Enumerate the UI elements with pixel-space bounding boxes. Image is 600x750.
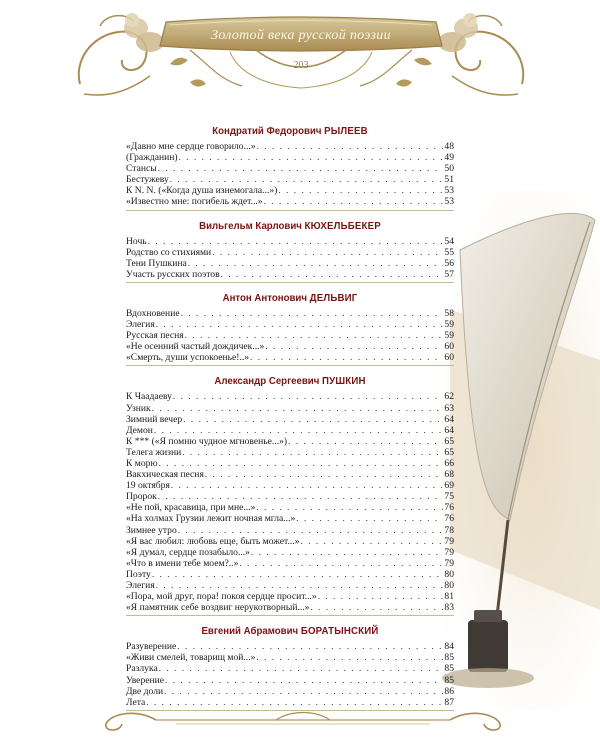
toc-entry[interactable] <box>126 319 454 330</box>
entry-title: «Что в имени тебе моем?..» <box>126 557 239 569</box>
dot-leader <box>159 663 444 674</box>
entry-title: Участь русских поэтов <box>126 268 220 280</box>
entry-title: К морю <box>126 457 158 469</box>
entry-page-number: 55 <box>444 246 454 258</box>
entry-title: К *** («Я помню чудное мгновенье...») <box>126 435 288 447</box>
entry-title: Русская песня <box>126 330 184 342</box>
dot-leader <box>177 641 443 652</box>
toc-entry[interactable] <box>126 663 454 674</box>
toc-entry[interactable] <box>126 269 454 280</box>
entry-page-number: 79 <box>444 535 454 547</box>
author-first-name: Антон Антонович <box>222 291 307 304</box>
toc-entry[interactable] <box>126 436 454 447</box>
toc-entry[interactable] <box>126 580 454 591</box>
entry-title: Стансы <box>126 163 157 175</box>
dot-leader <box>164 686 443 697</box>
entry-page-number: 85 <box>444 652 454 664</box>
entry-title: «Смерть, души успокоенье!..» <box>126 352 250 364</box>
dot-leader <box>165 675 443 686</box>
dot-leader <box>181 308 444 319</box>
toc-entry[interactable] <box>126 652 454 663</box>
entry-page-number: 56 <box>444 257 454 269</box>
entry-title: Поэту <box>126 568 151 580</box>
dot-leader <box>250 352 443 363</box>
dot-leader <box>256 502 443 513</box>
quill-pen-illustration <box>430 190 600 710</box>
dot-leader <box>173 391 443 402</box>
entry-page-number: 78 <box>444 524 454 536</box>
entry-page-number: 59 <box>444 330 454 342</box>
entry-title: Две доли <box>126 685 164 697</box>
dot-leader <box>251 547 443 558</box>
entry-page-number: 65 <box>444 446 454 458</box>
entry-title: Зимний вечер <box>126 413 183 425</box>
dot-leader <box>178 525 444 536</box>
toc-entry[interactable] <box>126 513 454 524</box>
section-divider <box>126 615 454 616</box>
author-surname: ДЕЛЬВИГ <box>309 291 358 304</box>
dot-leader <box>288 436 443 447</box>
toc-section <box>126 289 454 366</box>
entry-page-number: 80 <box>444 580 454 591</box>
entry-page-number: 59 <box>444 319 454 331</box>
entry-page-number: 87 <box>444 696 454 708</box>
header-cartouche <box>70 6 532 102</box>
entry-title: Узник <box>126 402 151 414</box>
entry-page-number: 85 <box>444 663 454 675</box>
author-heading <box>139 372 441 390</box>
entry-page-number: 80 <box>444 568 454 580</box>
toc-entry[interactable] <box>126 525 454 536</box>
footer-scroll-ornament <box>96 706 510 734</box>
toc-entry[interactable] <box>126 536 454 547</box>
entry-title: «Я думал, сердце позабыло...» <box>126 546 250 558</box>
entry-title: Вдохновение <box>126 307 180 319</box>
toc-entry[interactable] <box>126 163 454 174</box>
entry-title: Зимнее утро <box>126 524 177 536</box>
entry-page-number: 62 <box>444 391 454 403</box>
toc-entry[interactable] <box>126 247 454 258</box>
entry-title: Ночь <box>126 235 147 247</box>
running-title: Золотой века русской поэзии <box>211 28 391 43</box>
dot-leader <box>212 247 443 258</box>
dot-leader <box>156 319 444 330</box>
dot-leader <box>171 480 444 491</box>
entry-page-number: 86 <box>444 685 454 697</box>
entry-page-number: 84 <box>444 641 454 653</box>
entry-page-number: 51 <box>444 174 454 186</box>
dot-leader <box>256 652 443 663</box>
author-heading <box>139 289 441 307</box>
toc-section <box>126 622 454 711</box>
author-first-name: Вильгельм Карлович <box>199 219 302 232</box>
dot-leader <box>152 403 444 414</box>
toc-entry[interactable] <box>126 185 454 196</box>
dot-leader <box>158 491 444 502</box>
entry-title: «Я памятник себе воздвиг нерукотворный...» <box>126 602 310 614</box>
dot-leader <box>221 269 444 280</box>
author-surname: ПУШКИН <box>322 375 366 388</box>
entry-title: 19 октября <box>126 480 170 492</box>
entry-title: Тени Пушкина <box>126 257 187 269</box>
dot-leader <box>188 258 444 269</box>
toc-section <box>126 217 454 283</box>
toc-entry[interactable] <box>126 591 454 602</box>
toc-entry[interactable] <box>126 152 454 163</box>
toc-entry[interactable] <box>126 330 454 341</box>
toc-entry[interactable] <box>126 502 454 513</box>
dot-leader <box>301 536 444 547</box>
entry-page-number: 49 <box>444 152 454 164</box>
entry-page-number: 58 <box>444 307 454 319</box>
section-divider <box>126 365 454 366</box>
dot-leader <box>152 569 444 580</box>
entry-title: Родство со стихиями <box>126 246 212 258</box>
toc-entry[interactable] <box>126 491 454 502</box>
entry-title: Лета <box>126 696 146 708</box>
entry-page-number: 57 <box>444 268 454 280</box>
dot-leader <box>239 558 443 569</box>
dot-leader <box>154 425 443 436</box>
dot-leader <box>265 341 443 352</box>
toc-entry[interactable] <box>126 308 454 319</box>
section-divider <box>126 210 454 211</box>
entry-title: Разлука <box>126 663 158 675</box>
dot-leader <box>183 414 443 425</box>
dot-leader <box>179 152 444 163</box>
toc-entry[interactable] <box>126 569 454 580</box>
entry-page-number: 53 <box>444 185 454 197</box>
entry-page-number: 65 <box>444 435 454 447</box>
toc-entry[interactable] <box>126 458 454 469</box>
entry-title: «Живи смелей, товарищ мой...» <box>126 652 256 664</box>
toc-section <box>126 372 454 616</box>
table-of-contents <box>126 122 454 717</box>
toc-section <box>126 122 454 211</box>
dot-leader <box>159 458 444 469</box>
entry-page-number: 64 <box>444 413 454 425</box>
entry-page-number: 79 <box>444 557 454 569</box>
author-first-name: Александр Сергеевич <box>214 375 320 388</box>
toc-entry[interactable] <box>126 558 454 569</box>
entry-page-number: 60 <box>444 341 454 353</box>
entry-title: Вакхическая песня <box>126 469 204 481</box>
entry-page-number: 54 <box>444 235 454 247</box>
entry-page-number: 76 <box>444 513 454 525</box>
toc-entry[interactable] <box>126 686 454 697</box>
author-surname: КЮХЕЛЬБЕКЕР <box>304 219 381 232</box>
dot-leader <box>170 174 444 185</box>
toc-entry[interactable] <box>126 425 454 436</box>
entry-title: «Я вас любил: любовь еще, быть может...» <box>126 535 300 547</box>
toc-entry[interactable] <box>126 341 454 352</box>
entry-page-number: 64 <box>444 424 454 436</box>
toc-entry[interactable] <box>126 174 454 185</box>
entry-page-number: 50 <box>444 163 454 175</box>
toc-entry[interactable] <box>126 352 454 363</box>
toc-entry[interactable] <box>126 236 454 247</box>
entry-page-number: 83 <box>444 602 454 614</box>
author-heading <box>139 217 441 235</box>
dot-leader <box>318 591 444 602</box>
toc-entry[interactable] <box>126 391 454 402</box>
entry-title: «На холмах Грузии лежит ночная мгла...» <box>126 513 296 525</box>
toc-entry[interactable] <box>126 602 454 613</box>
entry-title: Элегия <box>126 580 155 591</box>
dot-leader <box>158 163 444 174</box>
toc-entry[interactable] <box>126 480 454 491</box>
entry-page-number: 63 <box>444 402 454 414</box>
entry-page-number: 60 <box>444 352 454 364</box>
toc-entry[interactable] <box>126 447 454 458</box>
page-number: 203 <box>293 60 309 71</box>
dot-leader <box>205 469 444 480</box>
dot-leader <box>148 236 444 247</box>
author-heading <box>139 122 441 140</box>
entry-page-number: 48 <box>444 141 454 152</box>
toc-entry[interactable] <box>126 675 454 686</box>
entry-page-number: 66 <box>444 457 454 469</box>
entry-title: «Известно мне: погибель ждет...» <box>126 196 263 208</box>
entry-page-number: 81 <box>444 591 454 603</box>
entry-title: К Чаадаеву <box>126 391 172 403</box>
dot-leader <box>296 513 443 524</box>
entry-title: Пророк <box>126 491 157 503</box>
dot-leader <box>257 141 444 152</box>
entry-title: Телега жизни <box>126 446 182 458</box>
entry-title: Разуверение <box>126 641 177 653</box>
toc-entry[interactable] <box>126 141 454 152</box>
toc-entry[interactable] <box>126 641 454 652</box>
entry-title: Бестужеву <box>126 174 169 186</box>
section-divider <box>126 282 454 283</box>
toc-entry[interactable] <box>126 547 454 558</box>
toc-entry[interactable] <box>126 258 454 269</box>
entry-page-number: 79 <box>444 546 454 558</box>
author-surname: БОРАТЫНСКИЙ <box>300 625 379 638</box>
author-surname: РЫЛЕЕВ <box>324 125 368 137</box>
entry-title: «Не осенний частый дождичек...» <box>126 341 265 353</box>
dot-leader <box>278 185 443 196</box>
entry-page-number: 76 <box>444 502 454 514</box>
dot-leader <box>264 196 444 207</box>
author-first-name: Кондратий Федорович <box>212 125 322 137</box>
entry-title: (Гражданин) <box>126 152 178 164</box>
entry-title: К N. N. («Когда душа изнемогала...») <box>126 185 278 197</box>
author-heading <box>139 622 441 640</box>
dot-leader <box>185 330 444 341</box>
author-first-name: Евгений Абрамович <box>201 625 299 638</box>
entry-title: «Пора, мой друг, пора! покоя сердце просит...» <box>126 591 317 603</box>
entry-page-number: 69 <box>444 480 454 492</box>
entry-page-number: 53 <box>444 196 454 208</box>
entry-title: «Не пой, красавица, при мне...» <box>126 502 256 514</box>
toc-entry[interactable] <box>126 469 454 480</box>
toc-entry[interactable] <box>126 403 454 414</box>
entry-title: Элегия <box>126 319 155 331</box>
entry-title: Демон <box>126 424 153 436</box>
entry-title: Уверение <box>126 674 165 686</box>
entry-page-number: 85 <box>444 674 454 686</box>
toc-entry[interactable] <box>126 414 454 425</box>
toc-entry[interactable] <box>126 196 454 207</box>
dot-leader <box>310 602 443 613</box>
dot-leader <box>156 580 444 591</box>
baroque-cartouche-ornament <box>70 6 532 102</box>
dot-leader <box>182 447 443 458</box>
entry-page-number: 75 <box>444 491 454 503</box>
entry-title: «Давно мне сердце говорило...» <box>126 141 256 152</box>
entry-page-number: 68 <box>444 469 454 481</box>
